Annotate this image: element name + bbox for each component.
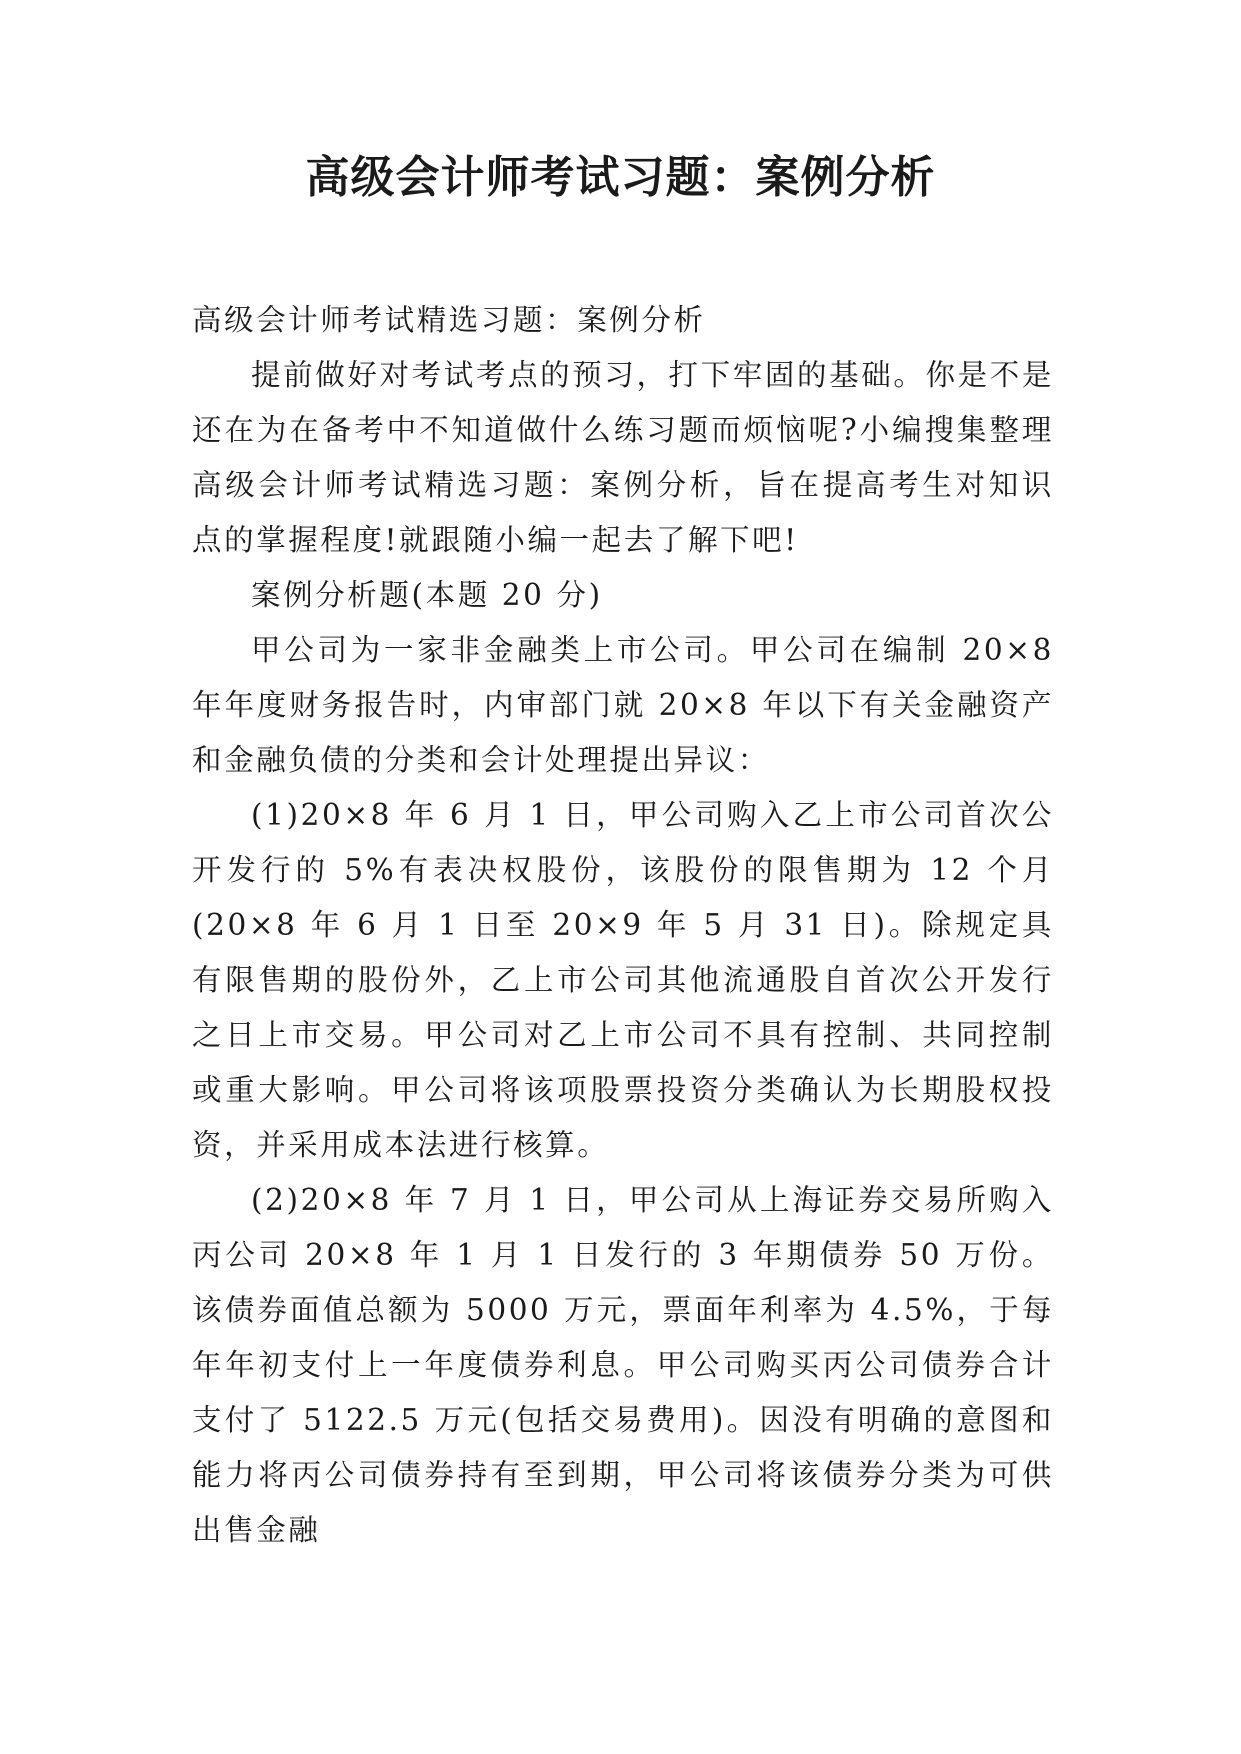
case-background-paragraph: 甲公司为一家非金融类上市公司。甲公司在编制 20×8 年年度财务报告时，内审部门就 20×8 年以下有关金融资产和金融负债的分类和会计处理提出异议： [192, 633, 1054, 777]
subtitle-paragraph: 高级会计师考试精选习题：案例分析 [192, 303, 706, 337]
case-item-2-paragraph: (2)20×8 年 7 月 1 日，甲公司从上海证券交易所购入丙公司 20×8 年 1 月 1 日发行的 3 年期债券 50 万份。该债券面值总额为 5000 万元，票面年利率为 4.5%，于每年年初支付上一年度债券利息。甲公司购买丙公司债券合计支付了 5122.5 万元(包括交易费用)。因没有明确的意图和能力将丙公司债券持有至到期，甲公司将该债券分类为可供出售金融 [192, 1183, 1054, 1547]
intro-paragraph: 提前做好对考试考点的预习，打下牢固的基础。你是不是还在为在备考中不知道做什么练习题而烦恼呢?小编搜集整理高级会计师考试精选习题：案例分析，旨在提高考生对知识点的掌握程度!就跟随小编一起去了解下吧! [192, 358, 1054, 557]
document-body [192, 293, 1054, 1558]
question-heading-paragraph: 案例分析题(本题 20 分) [251, 578, 603, 612]
document-title: 高级会计师考试习题：案例分析 [305, 152, 936, 203]
case-item-1-paragraph: (1)20×8 年 6 月 1 日，甲公司购入乙上市公司首次公开发行的 5%有表决权股份，该股份的限售期为 12 个月(20×8 年 6 月 1 日至 20×9 年 5 月 31 日)。除规定具有限售期的股份外，乙上市公司其他流通股自首次公开发行之日上市交易。甲公司对乙上市公司不具有控制、共同控制或重大影响。甲公司将该项股票投资分类确认为长期股权投资，并采用成本法进行核算。 [192, 798, 1054, 1162]
